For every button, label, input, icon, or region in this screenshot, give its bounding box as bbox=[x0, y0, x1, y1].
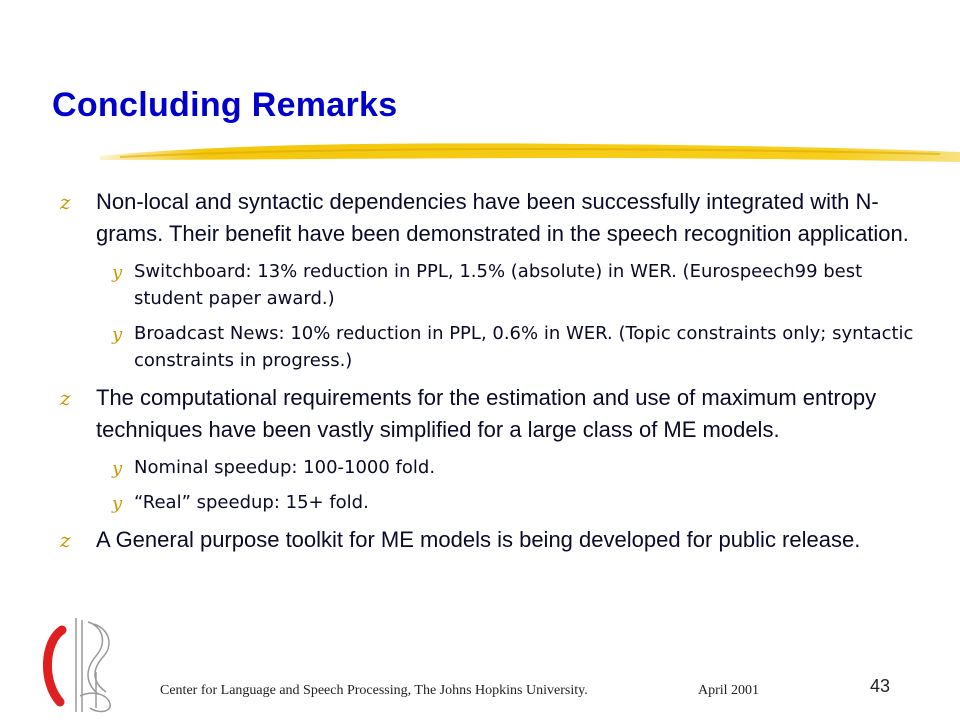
bullet-1 bbox=[60, 186, 920, 250]
slide-content bbox=[60, 186, 920, 564]
sub-bullet-1-2 bbox=[60, 320, 920, 374]
sub-bullet-2-1 bbox=[60, 454, 920, 481]
slide-title: Concluding Remarks bbox=[52, 86, 398, 124]
sub-bullet-marker: y bbox=[112, 324, 123, 345]
bullet-1-text: Non-local and syntactic dependencies have been successfully integrated with N-grams. Their benefit have been demonstrated in the speech recognition application. bbox=[96, 189, 909, 246]
title-underline-swash bbox=[100, 136, 960, 176]
page-number: 43 bbox=[870, 676, 891, 696]
sub-bullet-2-2 bbox=[60, 489, 920, 516]
bullet-2 bbox=[60, 382, 920, 446]
clsp-logo-icon bbox=[36, 612, 136, 716]
footer-institution: Center for Language and Speech Processing, The Johns Hopkins University. bbox=[160, 683, 588, 698]
bullet-marker: z bbox=[60, 528, 71, 552]
sub-bullet-marker: y bbox=[112, 458, 123, 479]
sub-bullet-2-2-text: “Real” speedup: 15+ fold. bbox=[134, 492, 369, 513]
bullet-3-text: A General purpose toolkit for ME models is being developed for public release. bbox=[96, 527, 861, 552]
bullet-2-text: The computational requirements for the estimation and use of maximum entropy techniques have been vastly simplified for a large class of ME models. bbox=[96, 385, 877, 442]
bullet-marker: z bbox=[60, 190, 71, 214]
bullet-3 bbox=[60, 524, 920, 556]
sub-bullet-marker: y bbox=[112, 493, 123, 514]
bullet-marker: z bbox=[60, 386, 71, 410]
sub-bullet-1-1-text: Switchboard: 13% reduction in PPL, 1.5% (absolute) in WER. (Eurospeech99 best student paper award.) bbox=[134, 261, 863, 309]
sub-bullet-2-1-text: Nominal speedup: 100-1000 fold. bbox=[134, 457, 436, 478]
sub-bullet-1-1 bbox=[60, 258, 920, 312]
sub-bullet-1-2-text: Broadcast News: 10% reduction in PPL, 0.6% in WER. (Topic constraints only; syntactic constraints in progress.) bbox=[134, 323, 914, 371]
footer-date: April 2001 bbox=[698, 683, 760, 698]
sub-bullet-marker: y bbox=[112, 262, 123, 283]
